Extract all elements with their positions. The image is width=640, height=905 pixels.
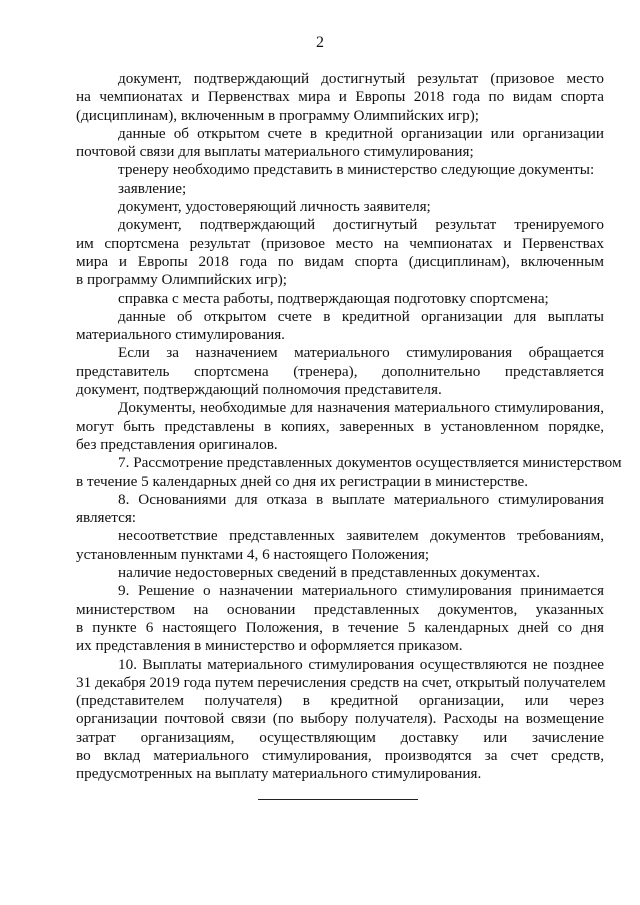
text-line: наличие недостоверных сведений в представленных документах. [118, 564, 541, 582]
paragraph [76, 454, 622, 491]
text-line: организации почтовой связи (по выбору получателя). Расходы на возмещение [76, 710, 604, 728]
text-line: предусмотренных на выплату материального стимулирования. [76, 765, 482, 783]
paragraph [76, 582, 604, 655]
text-line: данные об открытом счете в кредитной организации или организации [118, 124, 604, 142]
text-line: почтовой связи для выплаты материального стимулирования; [76, 143, 474, 161]
text-line: документ, удостоверяющий личность заявителя; [118, 198, 431, 216]
paragraph [76, 161, 604, 179]
paragraph [76, 180, 604, 198]
paragraph [76, 344, 604, 399]
paragraph [76, 399, 604, 454]
text-line: министерством на основании представленных документов, указанных [76, 600, 604, 618]
text-line: установленным пунктами 4, 6 настоящего Положения; [76, 545, 430, 563]
text-line: 7. Рассмотрение представленных документов осуществляется министерством [118, 454, 622, 472]
end-of-text-rule [258, 799, 418, 800]
paragraph [76, 216, 604, 289]
text-line: документ, подтверждающий достигнутый результат (призовое место [118, 70, 604, 87]
text-line: тренеру необходимо представить в министерство следующие документы: [118, 161, 595, 179]
text-line: мира и Европы 2018 года по видам спорта (дисциплинам), включенным [76, 252, 604, 270]
text-line: Если за назначением материального стимулирования обращается [118, 344, 604, 362]
paragraph [76, 656, 604, 784]
page-number: 2 [316, 34, 324, 51]
text-line: документ, подтверждающий полномочия представителя. [76, 381, 442, 399]
text-line: на чемпионатах и Первенствах мира и Европы 2018 года по видам спорта [76, 88, 604, 106]
text-line: представитель спортсмена (тренера), дополнительно представляется [76, 362, 604, 380]
paragraph [76, 70, 604, 125]
paragraph [76, 125, 604, 162]
text-line: (представителем получателя) в кредитной организации, или через [76, 692, 604, 710]
text-line: им спортсмена результат (призовое место на чемпионатах и Первенствах [76, 234, 604, 252]
text-line: 10. Выплаты материального стимулирования осуществляются не позднее [118, 655, 604, 673]
text-line: 9. Решение о назначении материального стимулирования принимается [118, 582, 604, 600]
text-line: справка с места работы, подтверждающая подготовку спортсмена; [118, 289, 549, 307]
paragraph [76, 491, 604, 528]
text-line: материального стимулирования. [76, 326, 285, 344]
text-line: затрат организациям, осуществляющим доставку или зачисление [76, 728, 604, 746]
paragraph [76, 198, 604, 216]
text-line: заявление; [118, 179, 187, 197]
paragraph [76, 564, 604, 582]
paragraph [76, 308, 604, 345]
text-line: могут быть представлены в копиях, заверенных в установленном порядке, [76, 417, 604, 435]
text-line: несоответствие представленных заявителем документов требованиям, [118, 527, 604, 545]
text-line: во вклад материального стимулирования, производятся за счет средств, [76, 746, 604, 764]
text-line: 8. Основаниями для отказа в выплате материального стимулирования [118, 490, 604, 508]
text-line: Документы, необходимые для назначения материального стимулирования, [118, 399, 604, 417]
text-line: в течение 5 календарных дней со дня их регистрации в министерстве. [76, 472, 529, 490]
text-line: (дисциплинам), включенным в программу Олимпийских игр); [76, 106, 480, 124]
text-line: документ, подтверждающий достигнутый результат тренируемого [118, 216, 604, 234]
text-line: без представления оригиналов. [76, 435, 278, 453]
text-line: 31 декабря 2019 года путем перечисления средств на счет, открытый получателем [76, 673, 606, 691]
text-line: является: [76, 509, 137, 527]
text-line: данные об открытом счете в кредитной организации для выплаты [118, 307, 604, 325]
text-line: в программу Олимпийских игр); [76, 271, 287, 289]
text-line: их представления в министерство и оформляется приказом. [76, 637, 463, 655]
paragraph [76, 290, 604, 308]
document-body [76, 70, 622, 784]
text-line: в пункте 6 настоящего Положения, в течение 5 календарных дней со дня [76, 618, 604, 636]
paragraph [76, 527, 604, 564]
